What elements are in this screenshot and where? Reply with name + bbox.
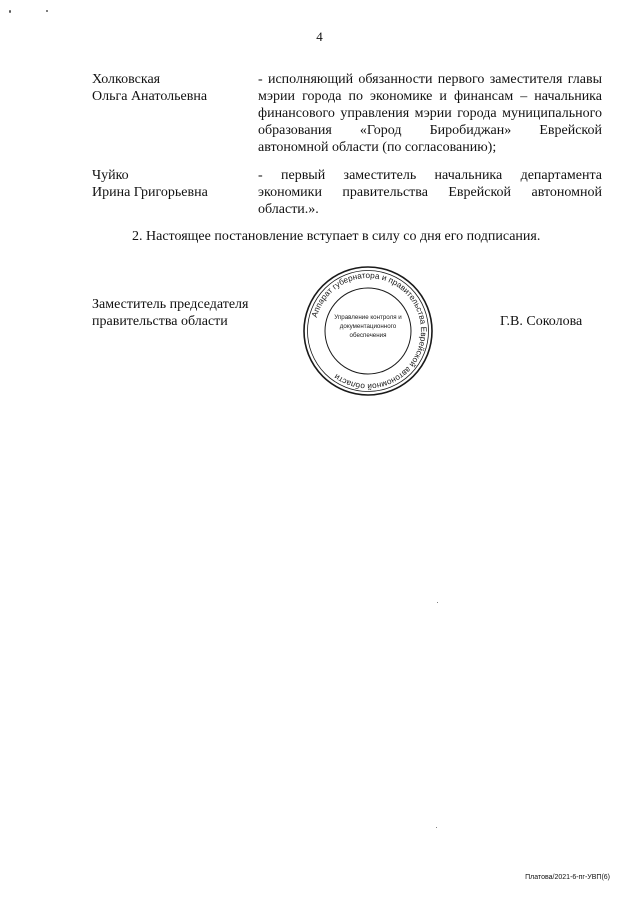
scan-artifact xyxy=(437,602,438,603)
scan-artifact xyxy=(9,10,11,13)
seal-inner-ring xyxy=(325,288,411,374)
page-number: 4 xyxy=(316,29,323,44)
member-position: - исполняющий обязанности первого заместителя главы мэрии города по экономике и финансам – начальника финансового управления мэрии города муниципального образования «Город Биробиджан» Еврейской автономной области (по согласованию); xyxy=(258,72,602,155)
seal-outer-ring xyxy=(304,267,432,395)
member-name: Чуйко Ирина Григорьевна xyxy=(92,168,208,200)
signer-name: Г.В. Соколова xyxy=(500,314,583,329)
seal-outer-text: Аппарат губернатора и правительства Еврейской автономной области xyxy=(309,270,429,392)
seal-inner-line-2: документационного xyxy=(339,323,397,330)
member-name: Холковская Ольга Анатольевна xyxy=(92,72,208,104)
signer-title: Заместитель председателя правительства области xyxy=(92,297,249,329)
effective-date-paragraph: 2. Настоящее постановление вступает в силу со дня его подписания. xyxy=(132,229,541,244)
official-seal xyxy=(302,265,434,397)
member-position: - первый заместитель начальника департамента экономики правительства Еврейской автономной области.». xyxy=(258,168,602,217)
scan-artifact xyxy=(436,827,437,828)
scan-artifact xyxy=(46,10,48,12)
seal-inner-line-1: Управление контроля и xyxy=(334,314,402,321)
seal-inner-line-3: обеспечения xyxy=(349,332,387,339)
document-registry-code: Платова/2021-6-пг-УВП(6) xyxy=(525,874,610,881)
